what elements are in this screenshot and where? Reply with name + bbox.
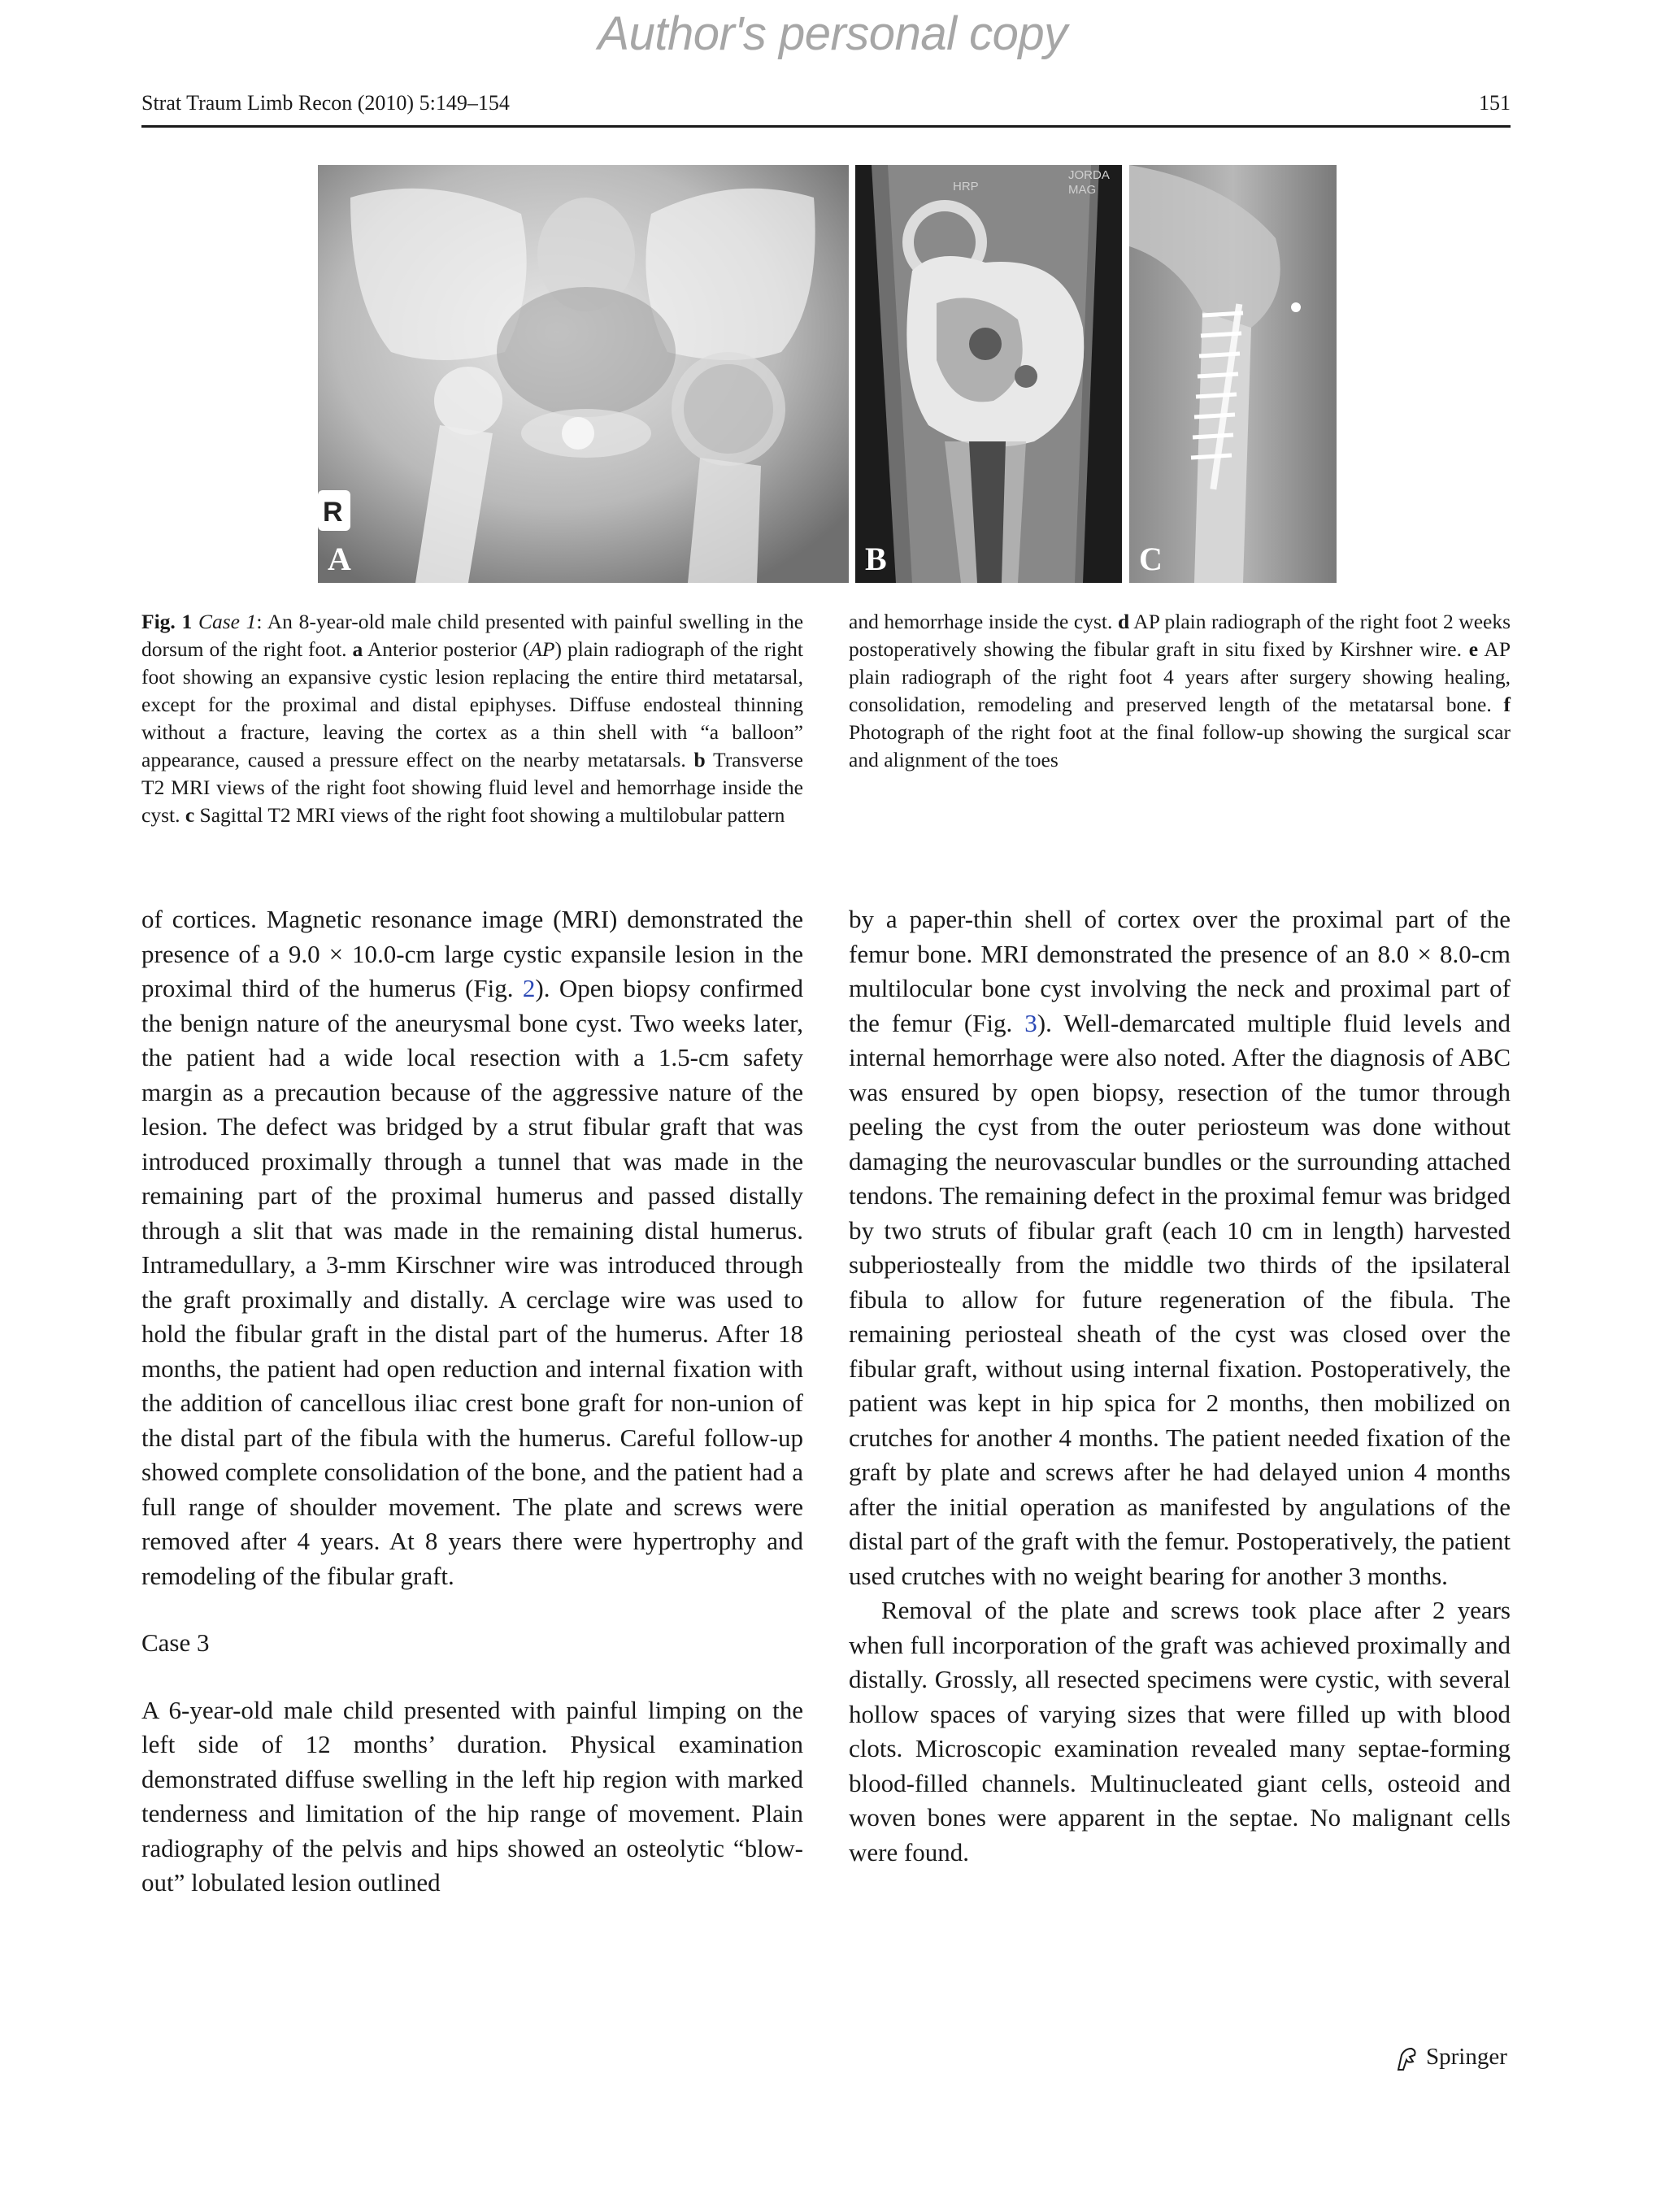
paragraph-text: by a paper-thin shell of cortex over the proximal part of the femur bone. MRI demonstrated the presence of an 8.0 × 8.0-cm multilocular bone cyst involving the neck and proximal part of the femur (Fig. [849,905,1511,1037]
paragraph-text: of cortices. Magnetic resonance image (MRI) demonstrated the presence of a 9.0 × 10.0-cm large cystic expansile lesion in the proximal third of the humerus (Fig. [141,905,803,1002]
running-head [141,85,1511,128]
caption-part-b: b [693,748,706,771]
caption-part-a: a [352,637,363,661]
figure-1 [318,165,1337,583]
caption-text: Sagittal T2 MRI views of the right foot showing a multilobular pattern [194,803,785,827]
paragraph [849,902,1511,1593]
springer-horse-icon [1393,2045,1419,2073]
mri-coronal-image [855,165,1122,583]
paragraph [141,902,803,1593]
caption-text: Anterior posterior ( [363,637,530,661]
caption-text: and hemorrhage inside the cyst. [849,610,1118,633]
figure-3-link[interactable]: 3 [1024,1008,1037,1037]
mri-tag-hrp: HRP [953,180,979,193]
paragraph-text: ). Well-demarcated multiple fluid levels and internal hemorrhage were also noted. After the diagnosis of ABC was ensured by open biopsy, resection of the tumor through peeling the cyst from the outer periosteum was done without damaging the neurovascular bundles or the surrounding attached tendons. The remaining defect in the proximal femur was bridged by two struts of fibular graft (each 10 cm in length) harvested subperiosteally from the middle two thirds of the ipsilateral fibula to allow for future regeneration of the fibula. The remaining periosteal sheath of the cyst was closed over the fibular graft, without using internal fixation. Postoperatively, the patient was kept in hip spica for 2 months, then mobilized on crutches for another 4 months. The patient needed fixation of the graft by plate and screws after he had delayed union 4 months after the initial operation as manifested by angulations of the distal part of the graft with the femur. Postoperatively, the patient used crutches with no weight bearing for another 3 months. [849,1008,1511,1590]
caption-text: Photograph of the right foot at the final follow-up showing the surgical scar and alignment of the toes [849,720,1511,771]
caption-part-f: f [1503,693,1511,716]
caption-part-d: d [1117,610,1130,633]
paragraph: Removal of the plate and screws took place after 2 years when full incorporation of the graft was achieved proximally and distally. Grossly, all resected specimens were cystic, with several hollow spaces of varying sizes that were filled up with blood clots. Microscopic examination revealed many septae-forming blood-filled channels. Multinucleated giant cells, osteoid and woven bones were apparent in the septae. No malignant cells were found. [849,1596,1511,1867]
figure-caption-right [849,608,1511,774]
caption-case-label: Case 1 [198,610,257,633]
caption-part-e: e [1468,637,1479,661]
figure-panel-a [318,165,849,583]
body-column-left [141,902,803,1901]
journal-citation: Strat Traum Limb Recon (2010) 5:149–154 [141,91,510,115]
caption-text: Transverse T2 MRI views of the right foot showing fluid level and hemorrhage inside the cyst. [141,748,803,827]
figure-panel-c [1129,165,1337,583]
figure-panel-b [855,165,1122,583]
figure-caption-left [141,608,803,829]
caption-text: AP plain radiograph of the right foot 4 years after surgery showing healing, consolidation, remodeling and preserved length of the metatarsal bone. [849,637,1511,716]
panel-label-c: C [1139,541,1163,577]
svg-text:R: R [323,497,343,528]
paragraph-text: ). Open biopsy confirmed the benign nature of the aneurysmal bone cyst. Two weeks later, the patient had a wide local resection with a 1.5-cm safety margin as a precaution because of the aggressive nature of the lesion. The defect was bridged by a strut fibular graft that was introduced proximally through a tunnel that was made in the remaining part of the proximal humerus and passed distally through a slit that was made in the remaining distal humerus. Intramedullary, a 3-mm Kirschner wire was introduced through the graft proximally and distally. A cerclage wire was used to hold the fibular graft in the distal part of the humerus. After 18 months, the patient had open reduction and internal fixation with the addition of cancellous iliac crest bone graft for non-union of the distal part of the fibula with the humerus. Careful follow-up showed complete consolidation of the bone, and the patient had a full range of shoulder movement. The plate and screws were removed after 4 years. At 8 years there were hypertrophy and remodeling of the fibular graft. [141,974,803,1590]
mri-tag-mag: MAG [1068,183,1097,197]
caption-text: ) plain radiograph of the right foot showing an expansive cystic lesion replacing the entire third metatarsal, except for the proximal and distal epiphyses. Diffuse endosteal thinning without a fracture, leaving the cortex as a thin shell with “a balloon” appearance, caused a pressure effect on the nearby metatarsals. [141,637,803,771]
caption-text: AP plain radiograph of the right foot 2 weeks postoperatively showing the fibular graft in situ fixed by Kirshner wire. [849,610,1511,661]
caption-ap: AP [529,637,555,661]
publisher-name: Springer [1426,2044,1507,2070]
radiograph-pelvis-image [318,165,849,583]
page-number: 151 [1479,91,1511,115]
paragraph: A 6-year-old male child presented with painful limping on the left side of 12 months’ duration. Physical examination demonstrated diffuse swelling in the left hip region with marked tenderness and limitation of the hip range of movement. Plain radiography of the pelvis and hips showed an osteolytic “blow-out” lobulated lesion outlined [141,1695,803,1897]
caption-fig-label: Fig. 1 [141,610,193,633]
watermark: Author's personal copy [598,7,1067,60]
caption-part-c: c [185,803,195,827]
caption-text: : An 8-year-old male child presented with painful swelling in the dorsum of the right foot. [141,610,804,661]
publisher-logo [1393,2040,1512,2076]
figure-2-link[interactable]: 2 [522,974,536,1002]
panel-label-b: B [865,541,887,577]
mri-tag-jorda: JORDA [1068,168,1110,182]
panel-label-a: A [328,541,351,577]
radiograph-hip-plate-image [1129,165,1337,583]
body-column-right [849,902,1511,1870]
section-heading-case-3: Case 3 [141,1628,210,1657]
